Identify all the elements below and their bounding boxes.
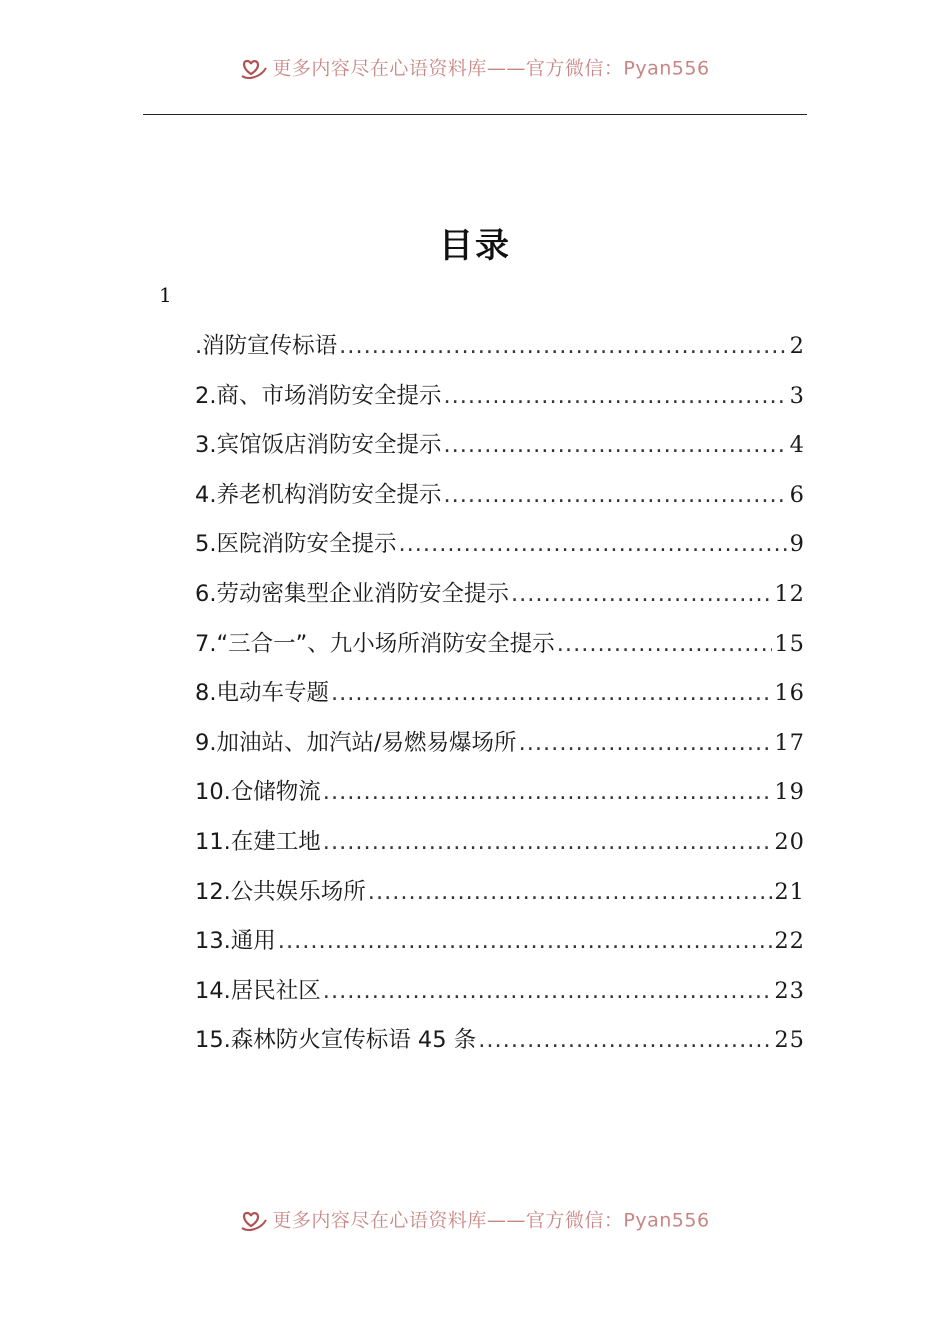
watermark-text: 更多内容尽在心语资料库——官方微信：Pyan556 (272, 1209, 710, 1232)
toc-entry-label: 4.养老机构消防安全提示 (195, 481, 442, 508)
toc-entry-page: 3 (789, 382, 805, 409)
toc-entry-page: 21 (774, 878, 805, 905)
page-title: 目录 (439, 226, 511, 266)
toc-entry[interactable] (195, 822, 805, 872)
toc-leader-dots (323, 772, 773, 812)
toc-leader-dots (398, 524, 787, 564)
toc-entry-page: 15 (774, 630, 805, 657)
toc-entry[interactable] (195, 723, 805, 773)
toc-entry[interactable] (195, 1020, 805, 1070)
toc-leader-dots (331, 673, 772, 713)
toc-leader-dots (443, 376, 787, 416)
toc-entry[interactable] (195, 971, 805, 1021)
toc-entry-label: 14.居民社区 (195, 977, 321, 1004)
toc-entry-page: 22 (774, 928, 805, 955)
toc-leader-dots (443, 425, 787, 465)
watermark-text: 更多内容尽在心语资料库——官方微信：Pyan556 (272, 57, 710, 80)
toc-entry[interactable] (195, 772, 805, 822)
toc-entry-page: 6 (789, 481, 805, 508)
stray-number: 1 (159, 283, 172, 307)
toc-entry-page: 17 (774, 729, 805, 756)
toc-entry-page: 12 (774, 580, 805, 607)
toc-entry[interactable] (195, 574, 805, 624)
heart-swirl-logo-icon (240, 1210, 268, 1232)
heart-swirl-logo-icon (240, 58, 268, 80)
toc-entry-page: 2 (789, 333, 805, 359)
toc-entry-page: 20 (774, 828, 805, 855)
toc-entry-label: 2.商、市场消防安全提示 (195, 382, 442, 409)
toc-leader-dots (368, 872, 773, 912)
toc-entry[interactable] (195, 921, 805, 971)
header-rule (143, 114, 807, 115)
toc-entry-page: 23 (774, 977, 805, 1004)
toc-entry-label: .消防宣传标语 (195, 333, 338, 359)
toc-entry-label: 9.加油站、加汽站/易燃易爆场所 (195, 729, 517, 756)
toc-entry-label: 10.仓储物流 (195, 779, 321, 806)
toc-entry-label: 12.公共娱乐场所 (195, 878, 366, 905)
toc-leader-dots (519, 723, 773, 763)
toc-leader-dots (278, 921, 773, 961)
toc-entry[interactable] (195, 673, 805, 723)
toc-entry-label: 6.劳动密集型企业消防安全提示 (195, 580, 509, 607)
toc-entry[interactable] (195, 524, 805, 574)
toc-entry[interactable] (195, 872, 805, 922)
toc-entry-page: 19 (774, 779, 805, 806)
header-watermark (0, 56, 950, 80)
toc-leader-dots (478, 1020, 772, 1060)
toc-entry-label: 7.“三合一”、九小场所消防安全提示 (195, 630, 555, 657)
toc-entry-label: 11.在建工地 (195, 828, 321, 855)
toc-entry-page: 9 (789, 531, 805, 558)
toc-entry-label: 15.森林防火宣传标语 45 条 (195, 1027, 477, 1054)
toc-leader-dots (557, 624, 773, 664)
toc-entry[interactable] (195, 376, 805, 426)
toc-entry[interactable] (195, 425, 805, 475)
toc-leader-dots (443, 475, 787, 515)
toc-leader-dots (323, 822, 773, 862)
toc-entry[interactable] (195, 326, 805, 376)
toc-entry-page: 4 (789, 432, 805, 459)
toc-entry-page: 25 (774, 1027, 805, 1054)
toc-entry-label: 3.宾馆饭店消防安全提示 (195, 432, 442, 459)
toc-leader-dots (511, 574, 772, 614)
toc-leader-dots (323, 971, 773, 1011)
toc-entry[interactable] (195, 475, 805, 525)
footer-watermark (0, 1208, 950, 1232)
toc-entry-page: 16 (774, 680, 805, 707)
toc-entry[interactable] (195, 624, 805, 674)
toc-entry-label: 8.电动车专题 (195, 680, 329, 707)
toc-entry-label: 13.通用 (195, 928, 276, 955)
toc-leader-dots (339, 326, 788, 366)
table-of-contents (195, 326, 805, 1070)
toc-entry-label: 5.医院消防安全提示 (195, 531, 397, 558)
